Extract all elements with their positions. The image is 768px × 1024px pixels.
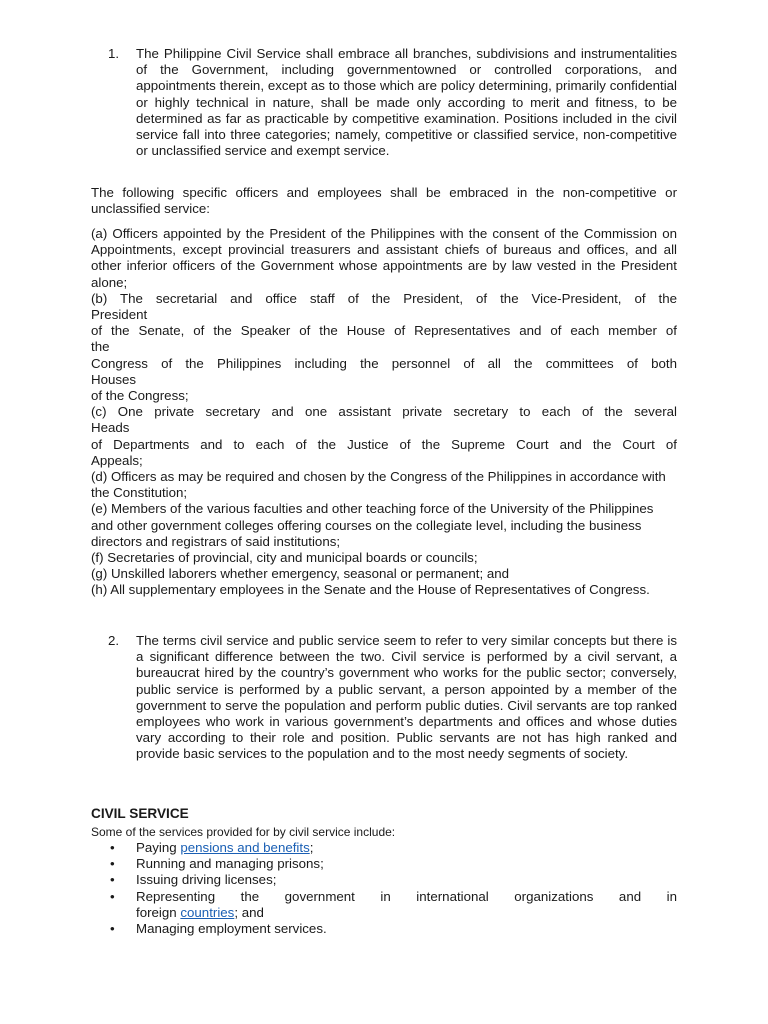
numbered-item-2 [108,633,677,763]
bullet-text: ; and [234,904,264,920]
services-list [108,840,677,937]
list-item-b-line: (b) The secretarial and office staff of the President, of the Vice-President, of the [91,290,677,306]
list-item-b-line: of the Senate, of the Speaker of the House of Representatives and of each member of [91,323,677,339]
list-item-h: (h) All supplementary employees in the Senate and the House of Representatives of Congress. [91,582,650,598]
noncompetitive-paragraph: The following specific officers and employees shall be embraced in the non-competitive or unclassified service: [91,185,677,217]
bullet-icon: • [110,921,115,937]
countries-link[interactable]: countries [180,904,235,920]
bullet-text: Paying [136,840,181,855]
section-heading: CIVIL SERVICE [91,806,189,821]
list-item [108,921,677,937]
list-item-b-line: of the Congress; [91,388,189,404]
pensions-link[interactable]: pensions and benefits [180,840,310,855]
list-item-b-line: the [91,339,110,355]
list-item [108,840,677,856]
list-item [108,872,677,888]
list-item-e: (e) Members of the various faculties and other teaching force of the University of the Philippines and other government colleges offering courses on the collegiate level, including the business directors and registrars of said institutions; [91,501,654,549]
bullet-text: ; [309,840,314,855]
list-item-c-line: (c) One private secretary and one assistant private secretary to each of the several [91,404,677,420]
list-item [108,889,677,921]
list-item-b [91,291,677,404]
list-item-g: (g) Unskilled laborers whether emergency, seasonal or permanent; and [91,566,510,582]
numbered-item-1 [108,46,677,159]
list-item-c-line: Heads [91,420,130,436]
list-item-c-line: of Departments and to each of the Justice of the Supreme Court and the Court of [91,436,677,452]
list-item-f: (f) Secretaries of provincial, city and municipal boards or councils; [91,550,478,566]
bullet-text: Running and managing prisons; [136,856,324,872]
bullet-text: Issuing driving licenses; [136,872,277,888]
bullet-icon: • [110,840,115,855]
list-item-c [91,404,677,469]
list-item-b-line: Houses [91,371,137,387]
bullet-text: foreign [136,904,181,920]
item-text: The Philippine Civil Service shall embrace all branches, subdivisions and instrumentalities of the Government, including governmentowned or controlled corporations, and appointments therein, except as to those which are policy determining, primarily confidential or highly technical in nature, shall be made only according to merit and fitness, to be determined as far as practicable by competitive examination. Positions included in the civil service fall into three categories; namely, competitive or classified service, non-competitive or unclassified service and exempt service. [136,46,677,159]
bullet-text: Representing the government in international organizations and in [136,888,677,904]
bullet-icon: • [110,872,115,888]
item-number: 1. [108,46,120,61]
list-item-d: (d) Officers as may be required and chosen by the Congress of the Philippines in accordance with the Constitution; [91,469,666,501]
bullet-icon: • [110,888,115,904]
section-intro: Some of the services provided for by civil service include: [91,825,396,839]
bullet-icon: • [110,856,115,872]
bullet-text: Managing employment services. [136,921,327,937]
noncompetitive-list [91,226,677,599]
list-item [108,856,677,872]
list-item-a: (a) Officers appointed by the President of the Philippines with the consent of the Commission on Appointments, except provincial treasurers and assistant chiefs of bureaus and offices, and all other inferior officers of the Government whose appointments are by law vested in the President alone; [91,226,677,290]
list-item-b-line: Congress of the Philippines including the personnel of all the committees of both [91,355,677,371]
item-number: 2. [108,633,120,648]
item-text: The terms civil service and public service seem to refer to very similar concepts but there is a significant difference between the two. Civil service is performed by a civil servant, a bureaucrat hired by the country’s government who works for the public sector; conversely, public service is performed by a public servant, a person appointed by a member of the government to serve the population and perform public duties. Civil servants are top ranked employees who work in various government’s departments and offices and whose duties vary according to their role and position. Public servants are not has high ranked and provide basic services to the population and to the most needy segments of society. [136,633,677,762]
list-item-c-line: Appeals; [91,452,143,468]
list-item-b-line: President [91,307,148,323]
